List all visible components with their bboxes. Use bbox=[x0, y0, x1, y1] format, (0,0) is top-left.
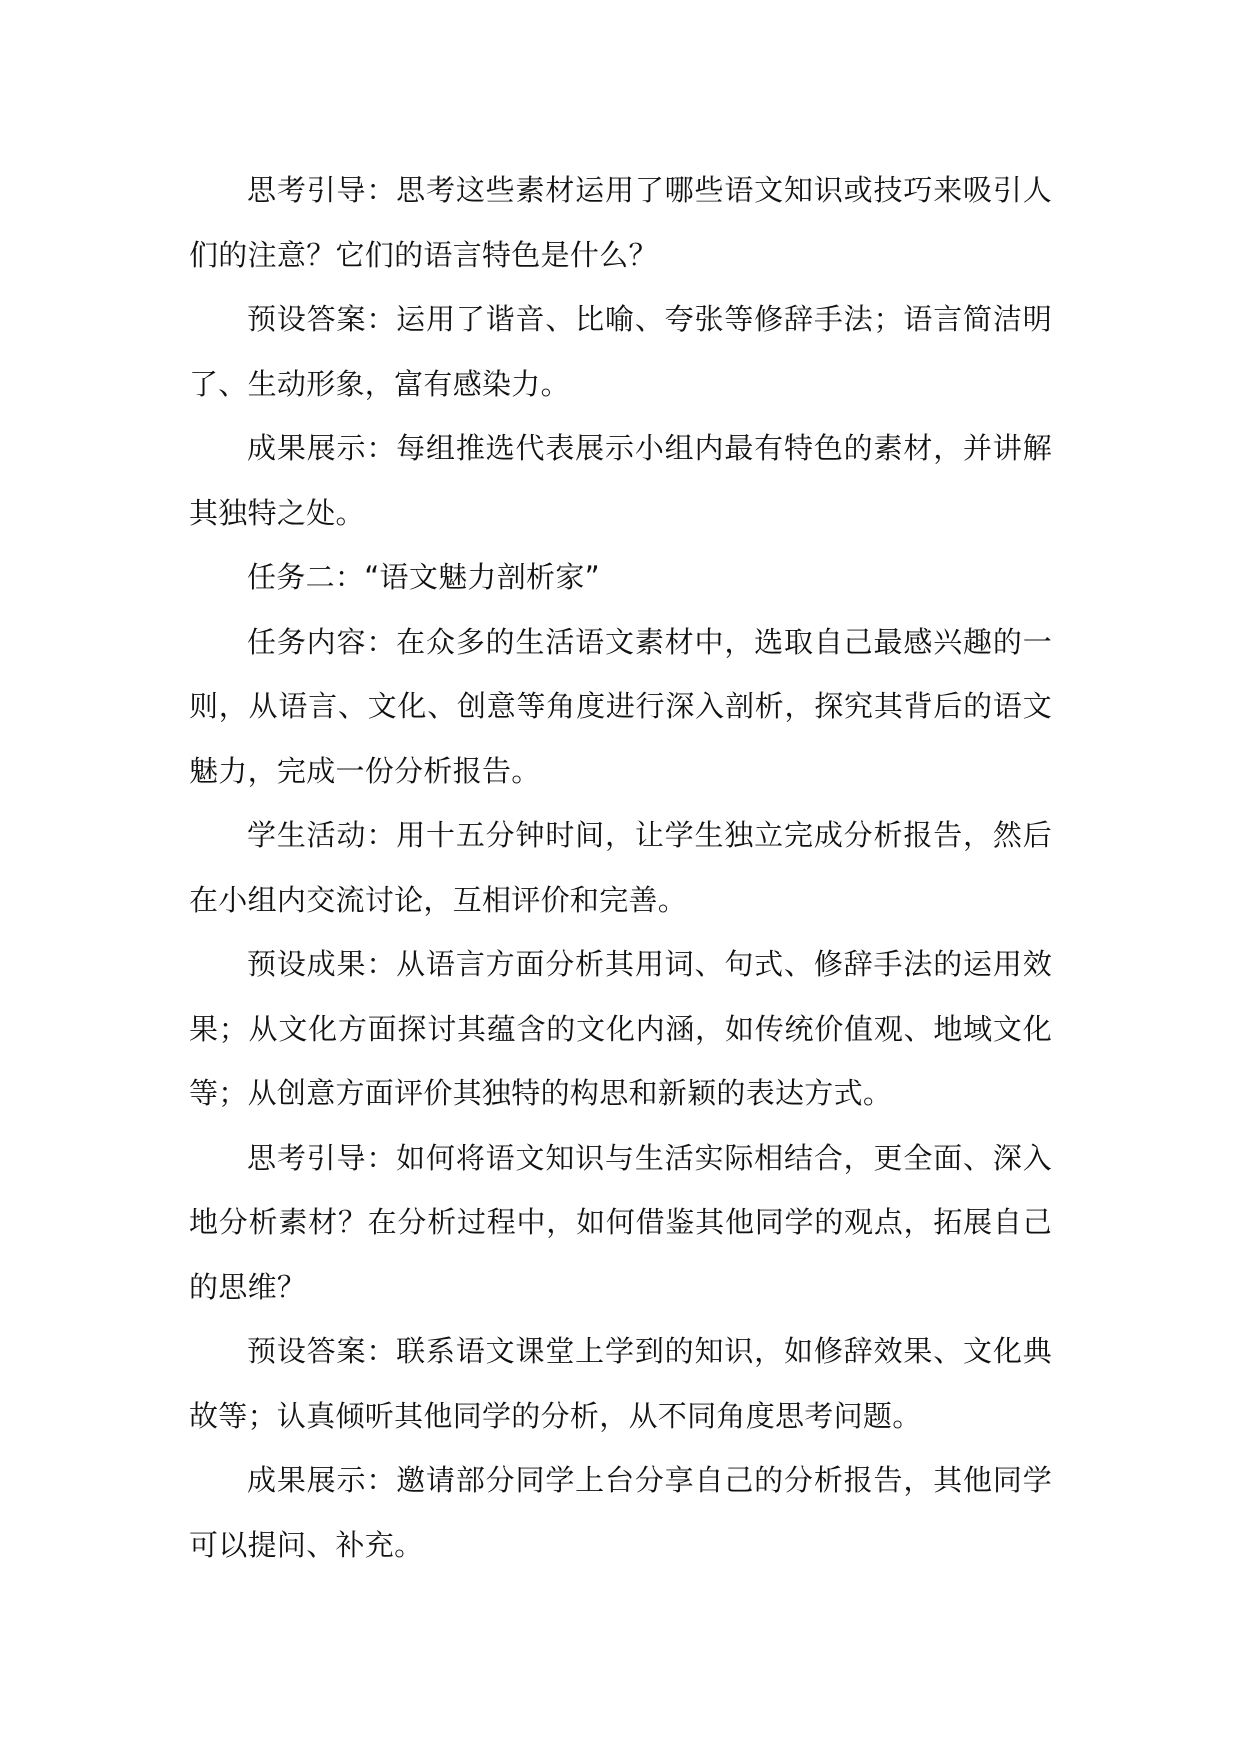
paragraph-student-activity: 学生活动：用十五分钟时间，让学生独立完成分析报告，然后在小组内交流讨论，互相评价和完善。 bbox=[189, 818, 1052, 917]
paragraph-thinking-guide-2: 思考引导：如何将语文知识与生活实际相结合，更全面、深入地分析素材？在分析过程中，如何借鉴其他同学的观点，拓展自己的思维？ bbox=[189, 1140, 1052, 1304]
paragraph-result-display-1: 成果展示：每组推选代表展示小组内最有特色的素材，并讲解其独特之处。 bbox=[189, 431, 1052, 530]
document-body bbox=[189, 158, 1052, 1577]
paragraph-preset-answer-2: 预设答案：联系语文课堂上学到的知识，如修辞效果、文化典故等；认真倾听其他同学的分析，从不同角度思考问题。 bbox=[189, 1334, 1052, 1433]
paragraph-preset-answer-1: 预设答案：运用了谐音、比喻、夸张等修辞手法；语言简洁明了、生动形象，富有感染力。 bbox=[189, 302, 1052, 401]
paragraph-preset-result: 预设成果：从语言方面分析其用词、句式、修辞手法的运用效果；从文化方面探讨其蕴含的文化内涵，如传统价值观、地域文化等；从创意方面评价其独特的构思和新颖的表达方式。 bbox=[189, 947, 1052, 1110]
paragraph-task-two-heading: 任务二：“语文魅力剖析家” bbox=[247, 560, 600, 594]
paragraph-task-content: 任务内容：在众多的生活语文素材中，选取自己最感兴趣的一则，从语言、文化、创意等角度进行深入剖析，探究其背后的语文魅力，完成一份分析报告。 bbox=[189, 624, 1052, 788]
paragraph-result-display-2: 成果展示：邀请部分同学上台分享自己的分析报告，其他同学可以提问、补充。 bbox=[189, 1463, 1052, 1562]
paragraph-thinking-guide-1: 思考引导：思考这些素材运用了哪些语文知识或技巧来吸引人们的注意？它们的语言特色是什么？ bbox=[189, 173, 1052, 272]
